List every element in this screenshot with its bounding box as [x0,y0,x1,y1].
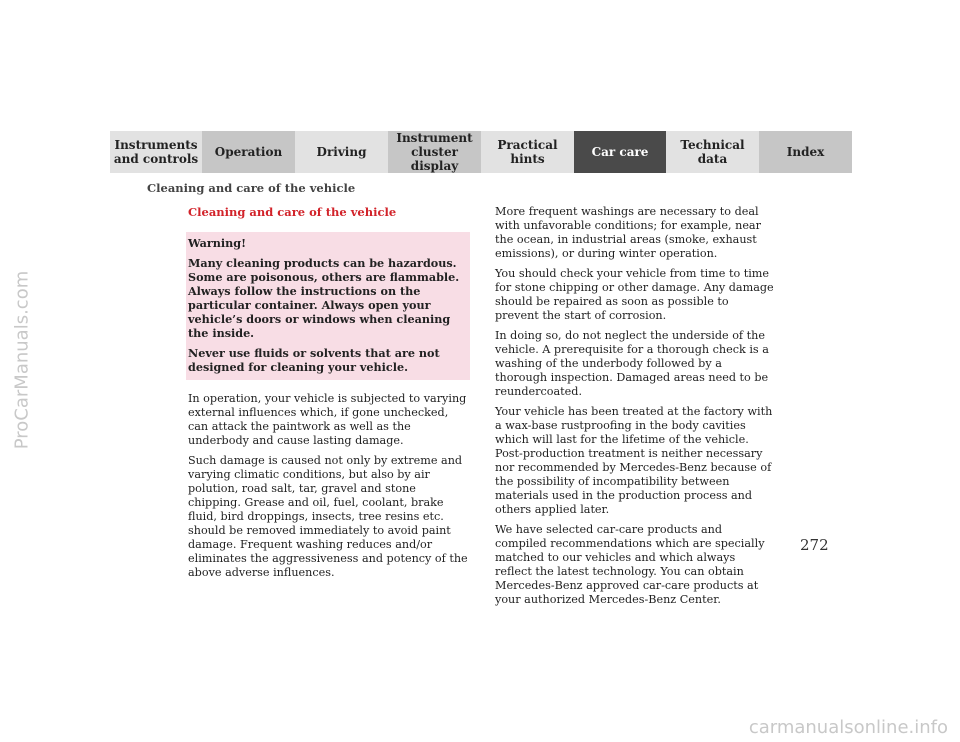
section-heading: Cleaning and care of the vehicle [188,205,397,219]
tab-car-care[interactable]: Car care [574,131,666,173]
tab-instrument-cluster-display[interactable]: Instrument cluster display [388,131,481,173]
bottom-watermark: carmanualsonline.info [748,717,948,738]
tab-practical-hints[interactable]: Practical hints [481,131,574,173]
body-paragraph: In doing so, do not neglect the underside of the vehicle. A prerequisite for a thorough check is a washing of the underbody followed by a thorough inspection. Damaged areas need to be reundercoated. [495,329,769,398]
warning-text-2: Never use fluids or solvents that are not designed for cleaning your vehicle. [188,346,440,374]
body-paragraph: More frequent washings are necessary to deal with unfavorable conditions; for example, near the ocean, in industrial areas (smoke, exhaust emissions), or during winter operation. [495,205,761,260]
running-section-title: Cleaning and care of the vehicle [147,181,356,195]
warning-title: Warning! [188,236,246,250]
tab-index[interactable]: Index [759,131,852,173]
chapter-tabs [110,131,852,173]
body-paragraph: You should check your vehicle from time to time for stone chipping or other damage. Any damage should be repaired as soon as possible to prevent the start of corrosion. [495,267,774,322]
side-watermark: ProCarManuals.com [11,270,33,450]
body-paragraph: Such damage is caused not only by extreme and varying climatic conditions, but also by air polution, road salt, tar, gravel and stone chipping. Grease and oil, fuel, coolant, brake fluid, bird droppings, insects, tree resins etc. should be removed immediately to avoid paint damage. Frequent washing reduces and/or eliminates the aggressiveness and potency of the above adverse influences. [188,454,468,579]
left-column [188,205,468,586]
tab-technical-data[interactable]: Technical data [666,131,759,173]
tab-operation[interactable]: Operation [202,131,295,173]
page-number: 272 [800,536,829,554]
body-paragraph: In operation, your vehicle is subjected to varying external influences which, if gone unchecked, can attack the paintwork as well as the underbody and cause lasting damage. [188,392,467,447]
tab-instruments-and-controls[interactable]: Instruments and controls [110,131,202,173]
right-column [495,205,775,613]
tab-driving[interactable]: Driving [295,131,388,173]
warning-box [186,232,470,380]
body-paragraph: We have selected car-care products and compiled recommendations which are specially matched to our vehicles and which always reflect the latest technology. You can obtain Mercedes-Benz approved car-care products at your authorized Mercedes-Benz Center. [495,523,765,606]
body-paragraph: Your vehicle has been treated at the factory with a wax-base rustproofing in the body cavities which will last for the lifetime of the vehicle. Post-production treatment is neither necessary nor recommended by Mercedes-Benz because of the possibility of incompatibility between materials used in the production process and others applied later. [495,405,773,516]
warning-text-1: Many cleaning products can be hazardous. Some are poisonous, others are flammable. Always follow the instructions on the particular container. Always open your vehicle’s doors or windows when cleaning the inside. [188,256,460,340]
